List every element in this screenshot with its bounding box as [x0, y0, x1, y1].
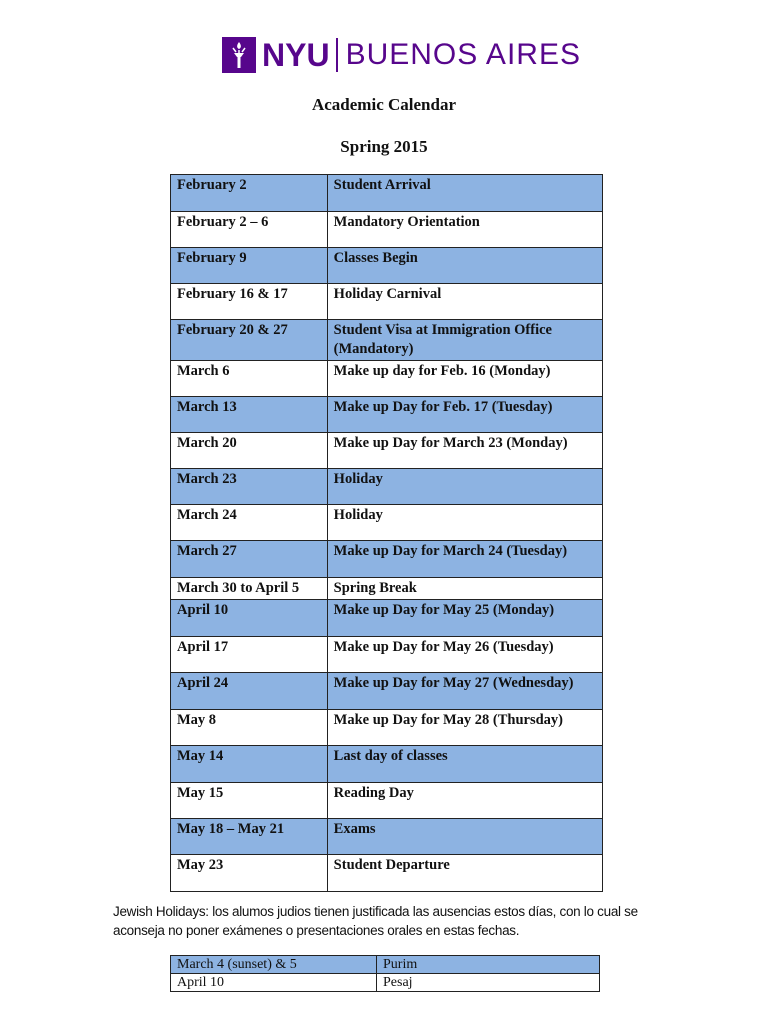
- table-row: [171, 710, 603, 746]
- date-cell: February 20 & 27: [171, 320, 328, 361]
- torch-icon: [222, 37, 256, 73]
- event-cell: Make up Day for Feb. 17 (Tuesday): [327, 397, 602, 433]
- logo-divider: [336, 38, 338, 72]
- date-cell: April 17: [171, 637, 328, 673]
- event-cell: Make up Day for May 28 (Thursday): [327, 710, 602, 746]
- table-row: [171, 783, 603, 819]
- date-cell: April 10: [171, 600, 328, 637]
- date-cell: May 15: [171, 783, 328, 819]
- date-cell: February 2 – 6: [171, 212, 328, 248]
- date-cell: March 4 (sunset) & 5: [171, 956, 377, 974]
- calendar-table: [170, 174, 603, 892]
- date-cell: May 18 – May 21: [171, 819, 328, 855]
- table-row: [171, 974, 600, 992]
- event-cell: Make up Day for March 23 (Monday): [327, 433, 602, 469]
- event-cell: Last day of classes: [327, 746, 602, 783]
- event-cell: Make up Day for March 24 (Tuesday): [327, 541, 602, 578]
- table-row: [171, 361, 603, 397]
- date-cell: March 23: [171, 469, 328, 505]
- date-cell: April 10: [171, 974, 377, 992]
- page-subtitle: Spring 2015: [340, 137, 428, 156]
- date-cell: March 24: [171, 505, 328, 541]
- event-cell: Holiday Carnival: [327, 284, 602, 320]
- jewish-holidays-note: Jewish Holidays: los alumos judios tienen justificada las ausencias estos días, con lo cual se aconseja no poner exámenes o presentaciones orales en estas fechas.: [113, 904, 638, 938]
- logo-city: BUENOS AIRES: [345, 38, 581, 71]
- event-cell: Make up Day for May 26 (Tuesday): [327, 637, 602, 673]
- date-cell: March 6: [171, 361, 328, 397]
- table-row: [171, 746, 603, 783]
- table-row: [171, 855, 603, 892]
- table-row: [171, 505, 603, 541]
- table-row: [171, 673, 603, 710]
- table-row: [171, 397, 603, 433]
- event-cell: Holiday: [327, 505, 602, 541]
- table-row: [171, 819, 603, 855]
- table-row: [171, 600, 603, 637]
- date-cell: February 9: [171, 248, 328, 284]
- event-cell: Mandatory Orientation: [327, 212, 602, 248]
- table-row: [171, 212, 603, 248]
- event-cell: Spring Break: [327, 578, 602, 600]
- event-cell: Exams: [327, 819, 602, 855]
- event-cell: Make up Day for May 25 (Monday): [327, 600, 602, 637]
- table-row: [171, 248, 603, 284]
- event-cell: Student Visa at Immigration Office (Mandatory): [327, 320, 602, 361]
- table-row: [171, 320, 603, 361]
- event-cell: Holiday: [327, 469, 602, 505]
- table-row: [171, 175, 603, 212]
- event-cell: Reading Day: [327, 783, 602, 819]
- table-row: [171, 541, 603, 578]
- holiday-cell: Purim: [377, 956, 600, 974]
- date-cell: April 24: [171, 673, 328, 710]
- date-cell: February 2: [171, 175, 328, 212]
- date-cell: March 30 to April 5: [171, 578, 328, 600]
- event-cell: Make up Day for May 27 (Wednesday): [327, 673, 602, 710]
- event-cell: Classes Begin: [327, 248, 602, 284]
- jewish-holidays-table: [170, 955, 600, 992]
- table-row: [171, 469, 603, 505]
- table-row: [171, 284, 603, 320]
- date-cell: March 27: [171, 541, 328, 578]
- date-cell: May 8: [171, 710, 328, 746]
- date-cell: March 20: [171, 433, 328, 469]
- table-row: [171, 637, 603, 673]
- event-cell: Student Departure: [327, 855, 602, 892]
- table-row: [171, 433, 603, 469]
- event-cell: Make up day for Feb. 16 (Monday): [327, 361, 602, 397]
- holiday-cell: Pesaj: [377, 974, 600, 992]
- logo-brand: NYU: [262, 37, 330, 73]
- date-cell: May 14: [171, 746, 328, 783]
- date-cell: February 16 & 17: [171, 284, 328, 320]
- table-row: [171, 956, 600, 974]
- date-cell: March 13: [171, 397, 328, 433]
- page-title: Academic Calendar: [311, 95, 456, 114]
- date-cell: May 23: [171, 855, 328, 892]
- table-row: [171, 578, 603, 600]
- event-cell: Student Arrival: [327, 175, 602, 212]
- nyu-buenos-aires-logo: [222, 36, 581, 74]
